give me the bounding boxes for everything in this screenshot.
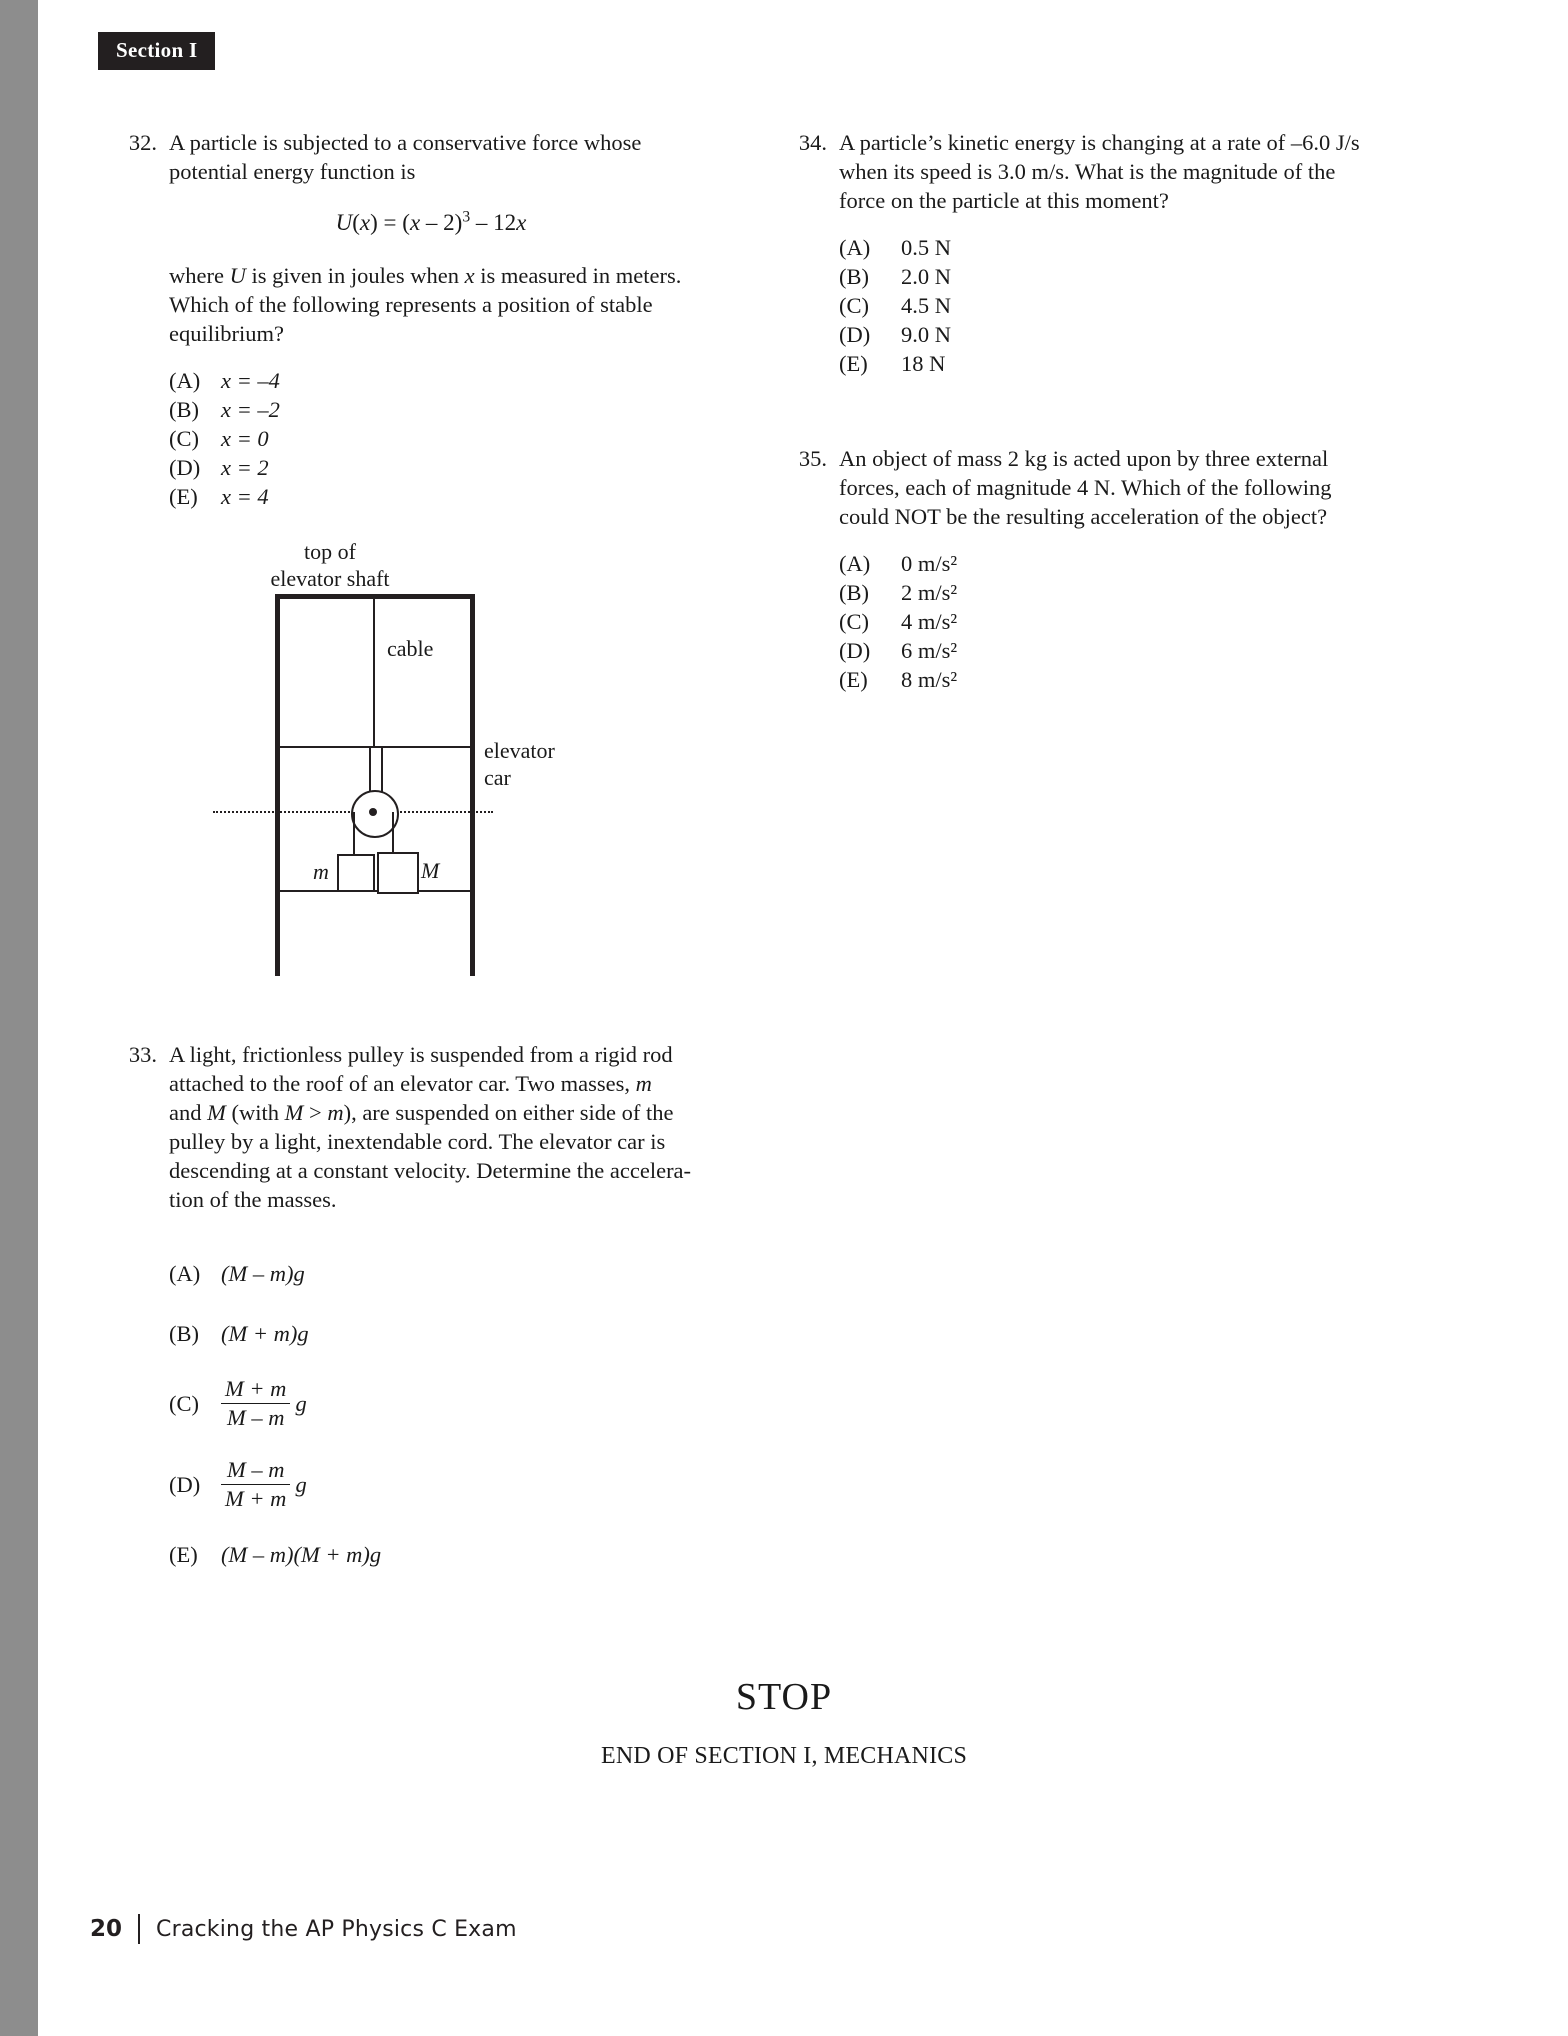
choice-32-c[interactable]: [169, 424, 693, 453]
footer-divider: [138, 1914, 140, 1944]
question-32-choices: [169, 366, 693, 511]
shaft-top-wall: [275, 594, 475, 599]
right-column: [783, 128, 1383, 694]
choice-32-d-label: (D): [169, 455, 201, 480]
footer-page-number: 20: [90, 1916, 123, 1942]
choice-35-c-label: (C): [839, 609, 869, 634]
choice-34-d[interactable]: [839, 320, 1383, 349]
choice-33-a-label: (A): [169, 1260, 201, 1286]
choice-35-d-value: 6 m/s²: [901, 638, 958, 663]
mass-m-label: m: [313, 859, 329, 884]
choice-32-c-value: x = 0: [221, 426, 269, 451]
choice-32-e-label: (E): [169, 484, 198, 509]
question-35-line-1: An object of mass 2 kg is acted upon by three external: [839, 446, 1329, 471]
question-32-line-1: A particle is subjected to a conservative force whose: [169, 130, 642, 155]
question-35-choices: [839, 549, 1383, 694]
choice-33-c-denominator: M – m: [221, 1403, 290, 1431]
question-34-line-3: force on the particle at this moment?: [839, 188, 1169, 213]
choice-34-b[interactable]: [839, 262, 1383, 291]
choice-32-e-value: x = 4: [221, 484, 269, 509]
question-32-line-3: where U is given in joules when x is measured in meters.: [169, 263, 682, 288]
choice-35-d[interactable]: [839, 636, 1383, 665]
page-gutter-edge: [38, 0, 42, 2036]
mass-M-label: M: [421, 858, 440, 883]
cable-line: [373, 598, 375, 748]
elevator-car-label-line-2: car: [484, 765, 511, 790]
choice-35-a-value: 0 m/s²: [901, 551, 958, 576]
question-32-number: 32.: [128, 130, 157, 155]
choice-32-d[interactable]: [169, 453, 693, 482]
choice-33-a[interactable]: [169, 1256, 693, 1290]
choice-35-a[interactable]: [839, 549, 1383, 578]
choice-32-a-value: x = –4: [221, 368, 280, 393]
choice-33-d-numerator: M – m: [226, 1456, 285, 1482]
choice-34-a-label: (A): [839, 235, 871, 260]
question-33-line-2: attached to the roof of an elevator car. Two masses, m: [169, 1071, 652, 1096]
choice-35-b[interactable]: [839, 578, 1383, 607]
question-33-line-5: descending at a constant velocity. Determine the accelera-: [169, 1158, 692, 1183]
choice-33-a-value: (M – m)g: [221, 1260, 305, 1286]
choice-32-a[interactable]: [169, 366, 693, 395]
choice-33-d-value: [221, 1457, 307, 1512]
cable-label: cable: [387, 636, 434, 661]
elevator-shaft-diagram: [275, 594, 475, 976]
question-33-line-3: and M (with M > m), are suspended on either side of the: [169, 1100, 674, 1125]
choice-33-d-denominator: M + m: [221, 1484, 290, 1512]
choice-34-d-label: (D): [839, 322, 871, 347]
choice-33-c-numerator: M + m: [225, 1376, 287, 1401]
choice-35-d-label: (D): [839, 638, 871, 663]
question-34: [783, 128, 1383, 378]
choice-34-b-label: (B): [839, 264, 869, 289]
choice-32-b[interactable]: [169, 395, 693, 424]
choice-33-c-label: (C): [169, 1390, 199, 1416]
choice-34-d-value: 9.0 N: [901, 322, 951, 347]
question-33-line-6: tion of the masses.: [169, 1187, 337, 1212]
choice-35-c-value: 4 m/s²: [901, 609, 958, 634]
question-34-line-2: when its speed is 3.0 m/s. What is the magnitude of the: [839, 159, 1336, 184]
question-33: [113, 1040, 693, 1572]
choice-34-c-value: 4.5 N: [901, 293, 951, 318]
choice-33-b-label: (B): [169, 1320, 199, 1346]
shaft-right-wall: [470, 594, 475, 976]
question-33-line-1: A light, frictionless pulley is suspended from a rigid rod: [169, 1042, 673, 1067]
question-35-line-3: could NOT be the resulting acceleration of the object?: [839, 504, 1328, 529]
choice-35-e-label: (E): [839, 667, 868, 692]
footer-book-title: Cracking the AP Physics C Exam: [156, 1916, 517, 1942]
question-32-line-2: potential energy function is: [169, 159, 416, 184]
elevator-car-floor: [279, 890, 471, 892]
choice-32-e[interactable]: [169, 482, 693, 511]
question-32-line-4: Which of the following represents a position of stable: [169, 292, 653, 317]
choice-35-b-label: (B): [839, 580, 869, 605]
question-33-number: 33.: [128, 1042, 157, 1067]
question-33-line-4: pulley by a light, inextendable cord. The elevator car is: [169, 1129, 666, 1154]
choice-33-d-suffix: g: [295, 1471, 307, 1497]
choice-32-d-value: x = 2: [221, 455, 269, 480]
question-34-number: 34.: [798, 130, 827, 155]
choice-33-d[interactable]: [169, 1457, 693, 1512]
choice-32-b-value: x = –2: [221, 397, 280, 422]
choice-33-c[interactable]: [169, 1376, 693, 1431]
choice-35-b-value: 2 m/s²: [901, 580, 958, 605]
choice-34-e-label: (E): [839, 351, 868, 376]
question-32-formula: U(x) = (x – 2)$^3$ – 12x: [335, 208, 527, 235]
mass-m-box: [337, 854, 375, 892]
choice-34-c-label: (C): [839, 293, 869, 318]
question-35: [783, 444, 1383, 694]
choice-33-c-suffix: g: [295, 1390, 307, 1416]
choice-35-c[interactable]: [839, 607, 1383, 636]
question-32-line-5: equilibrium?: [169, 321, 284, 346]
elevator-car-label-line-1: elevator: [484, 738, 555, 763]
choice-33-e-label: (E): [169, 1542, 198, 1567]
pulley-center-dot-icon: [369, 808, 377, 816]
page-footer: [90, 1914, 517, 1944]
mass-M-box: [377, 852, 419, 894]
stop-heading: STOP: [735, 1676, 833, 1718]
choice-33-d-label: (D): [169, 1471, 201, 1497]
choice-34-b-value: 2.0 N: [901, 264, 951, 289]
question-33-choices: [169, 1256, 693, 1572]
choice-34-e[interactable]: [839, 349, 1383, 378]
question-34-line-1: A particle’s kinetic energy is changing at a rate of –6.0 J/s: [839, 130, 1360, 155]
choice-33-b[interactable]: [169, 1316, 693, 1350]
choice-32-a-label: (A): [169, 368, 201, 393]
choice-32-c-label: (C): [169, 426, 199, 451]
choice-34-e-value: 18 N: [901, 351, 946, 376]
question-35-line-2: forces, each of magnitude 4 N. Which of the following: [839, 475, 1332, 500]
choice-33-e[interactable]: [169, 1538, 693, 1572]
diagram-caption-line-2: elevator shaft: [270, 566, 390, 591]
choice-33-c-value: [221, 1376, 307, 1431]
shaft-left-wall: [275, 594, 280, 976]
question-33-column: [113, 1040, 693, 1598]
choice-35-a-label: (A): [839, 551, 871, 576]
choice-34-a-value: 0.5 N: [901, 235, 951, 260]
choice-35-e-value: 8 m/s²: [901, 667, 958, 692]
cord-left: [353, 812, 355, 856]
question-34-choices: [839, 233, 1383, 378]
section-tab: Section I: [98, 32, 215, 70]
choice-33-b-value: (M + m)g: [221, 1320, 309, 1346]
question-35-number: 35.: [798, 446, 827, 471]
page-gutter-shadow: [0, 0, 38, 2036]
choice-34-c[interactable]: [839, 291, 1383, 320]
choice-33-e-value: (M – m)(M + m)g: [221, 1542, 382, 1567]
choice-35-e[interactable]: [839, 665, 1383, 694]
end-of-section-text: END OF SECTION I, MECHANICS: [600, 1743, 968, 1769]
choice-32-b-label: (B): [169, 397, 199, 422]
choice-34-a[interactable]: [839, 233, 1383, 262]
cord-right: [392, 812, 394, 856]
elevator-car-label: [484, 737, 555, 791]
diagram-caption-line-1: top of: [304, 539, 356, 564]
question-32: [113, 128, 693, 511]
diagram-caption: [240, 538, 420, 592]
left-column: [113, 128, 693, 511]
